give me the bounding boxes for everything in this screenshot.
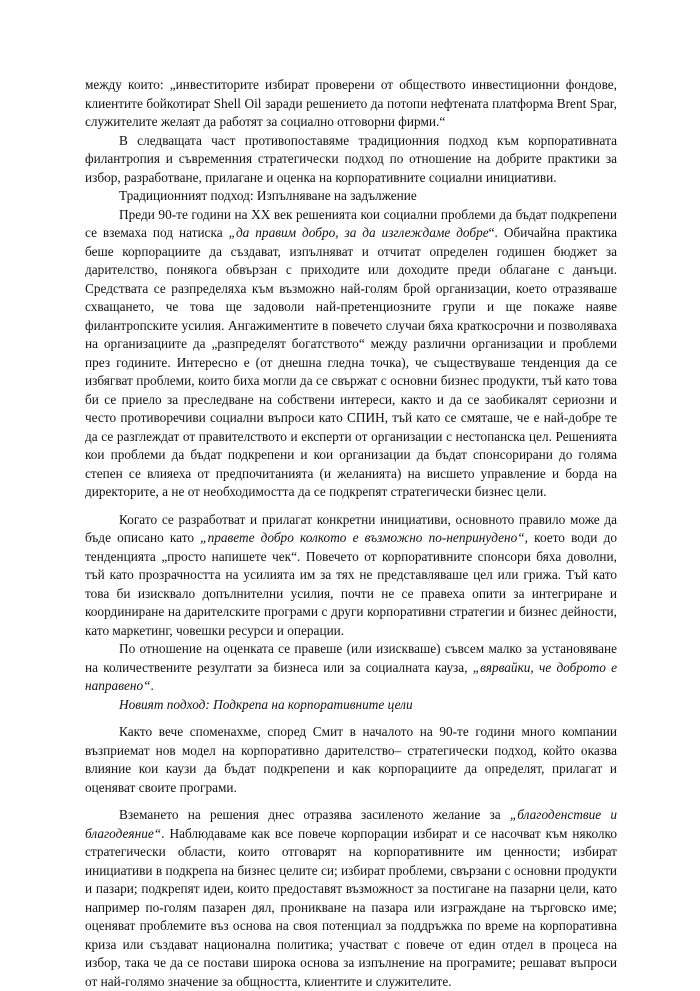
paragraph-5-emphasis: „вярвайки, че доброто е направено“ <box>85 659 617 693</box>
paragraph-4-text-a: Когато се разработват и прилагат конкретни инициативи, основното правило може да бъде описано като <box>85 511 617 545</box>
paragraph-3-text-a: Преди 90-те години на XX век решенията кои социални проблеми да бъдат подкрепени се вземаха под натиска <box>85 206 617 240</box>
paragraph-1: между които: „инвеститорите избират проверени от обществото инвестиционни фондове, клиентите бойкотират Shell Oil заради решението да потопи нефтената платформа Brent Spar, служителите желаят да работят за социално отговорни фирми.“ <box>85 77 617 129</box>
paragraph-6: Както вече споменахме, според Смит в началото на 90-те години много компании възприемат нов модел на корпоративно дарителство– стратегически подход, който оказва влияние кои каузи да бъдат подкрепени и как корпорациите да определят, прилагат и оценяват своите програми. <box>85 724 617 795</box>
document-page <box>85 76 617 991</box>
paragraph-7-text-a: Вземането на решения днес отразява засиленото желание за <box>119 807 510 822</box>
paragraph-7-text-b: . Наблюдаваме как все повече корпорации избират и се насочват към няколко стратегически области, които отговарят на корпоративните им ценности; избират инициативи в подкрепа на бизнес целите си; избират проблеми, свързани с основни продукти и пазари; подкрепят идеи, които предоставят възможност за постигане на пазарни цели, като например по-голям пазарен дял, проникване на пазара или изграждане на търговско име; оценяват проблемите въз основа на своя потенциал за поддръжка по време на корпоративна криза или създават национална политика; участват с повече от един отдел в процеса на избор, така че да се постави широка основа за изпълнение на програмите; решават въпроси от най-голямо значение за общността, клиентите и служителите. <box>85 825 617 989</box>
paragraph-7 <box>85 806 617 991</box>
paragraph-5-text-a: По отношение на оценката се правеше (или изискваше) съвсем малко за установяване на количествените резултати за бизнеса или за социалната кауза, <box>85 641 617 675</box>
paragraph-5 <box>85 640 617 696</box>
paragraph-4-text-b: , което води до тенденцията „просто напишете чек“. Повечето от корпоративните спонсори бяха доволни, тъй като прозрачността на усилията им за тях не представляваше цел или грижа. Тъй като това би изисквало допълнителни усилия, почти не се правеха опити за интегриране и координиране на дарителските програми с други корпоративни стратегии и бизнес дейности, като маркетинг, човешки ресурси и операции. <box>85 530 617 638</box>
paragraph-3 <box>85 206 617 502</box>
paragraph-3-text-b: “. Обичайна практика беше корпорациите да създават, изпълняват и отчитат определен годишен бюджет за дарителство, понякога обвързан с приходите или доходите преди облагане с данъци. Средствата се разпределяха към възможно най-голям брой организации, което отразяваше схващането, че това ще задоволи най-претенциозните групи и ще покаже наяве филантропските усилия. Ангажиментите в повечето случаи бяха краткосрочни и позволяваха на организациите да „разпределят богатството“ между различни организации и проблеми през годините. Интересно е (от днешна гледна точка), че съществуваше тенденция да се избягват проблеми, които биха могли да се свържат с основни бизнес продукти, тъй като това би се приело за преследване на собствени интереси, както и да се заобикалят сериозни и често противоречиви социални въпроси като СПИН, тъй като се смяташе, че е най-добре те да се разглеждат от правителството и експерти от организации с нестопанска цел. Решенията кои проблеми да бъдат подкрепени и кои организации да бъдат спонсорирани до голяма степен се влияеха от предпочитанията (и желанията) на висшето управление и борда на директорите, а не от необходимостта да се подкрепят стратегически бизнес цели. <box>85 225 618 499</box>
paragraph-4 <box>85 511 617 641</box>
section-heading-new-approach: Новият подход: Подкрепа на корпоративните цели <box>119 696 413 712</box>
section-heading-traditional: Традиционният подход: Изпълняване на задължение <box>119 188 417 203</box>
paragraph-7-emphasis: „благоденствие и благодеяние“ <box>85 807 617 841</box>
paragraph-5-text-b: . <box>150 678 154 693</box>
paragraph-2: В следващата част противопоставяме традиционния подход към корпоративната филантропия и съвременния стратегически подход по отношение на добрите практики за избор, разработване, прилагане и оценка на корпоративните социални инициативи. <box>85 132 617 185</box>
paragraph-4-emphasis: „правете добро колкото е възможно по-непринудено“ <box>200 530 525 545</box>
paragraph-3-emphasis: „да правим добро, за да изглеждаме добре <box>228 225 489 240</box>
